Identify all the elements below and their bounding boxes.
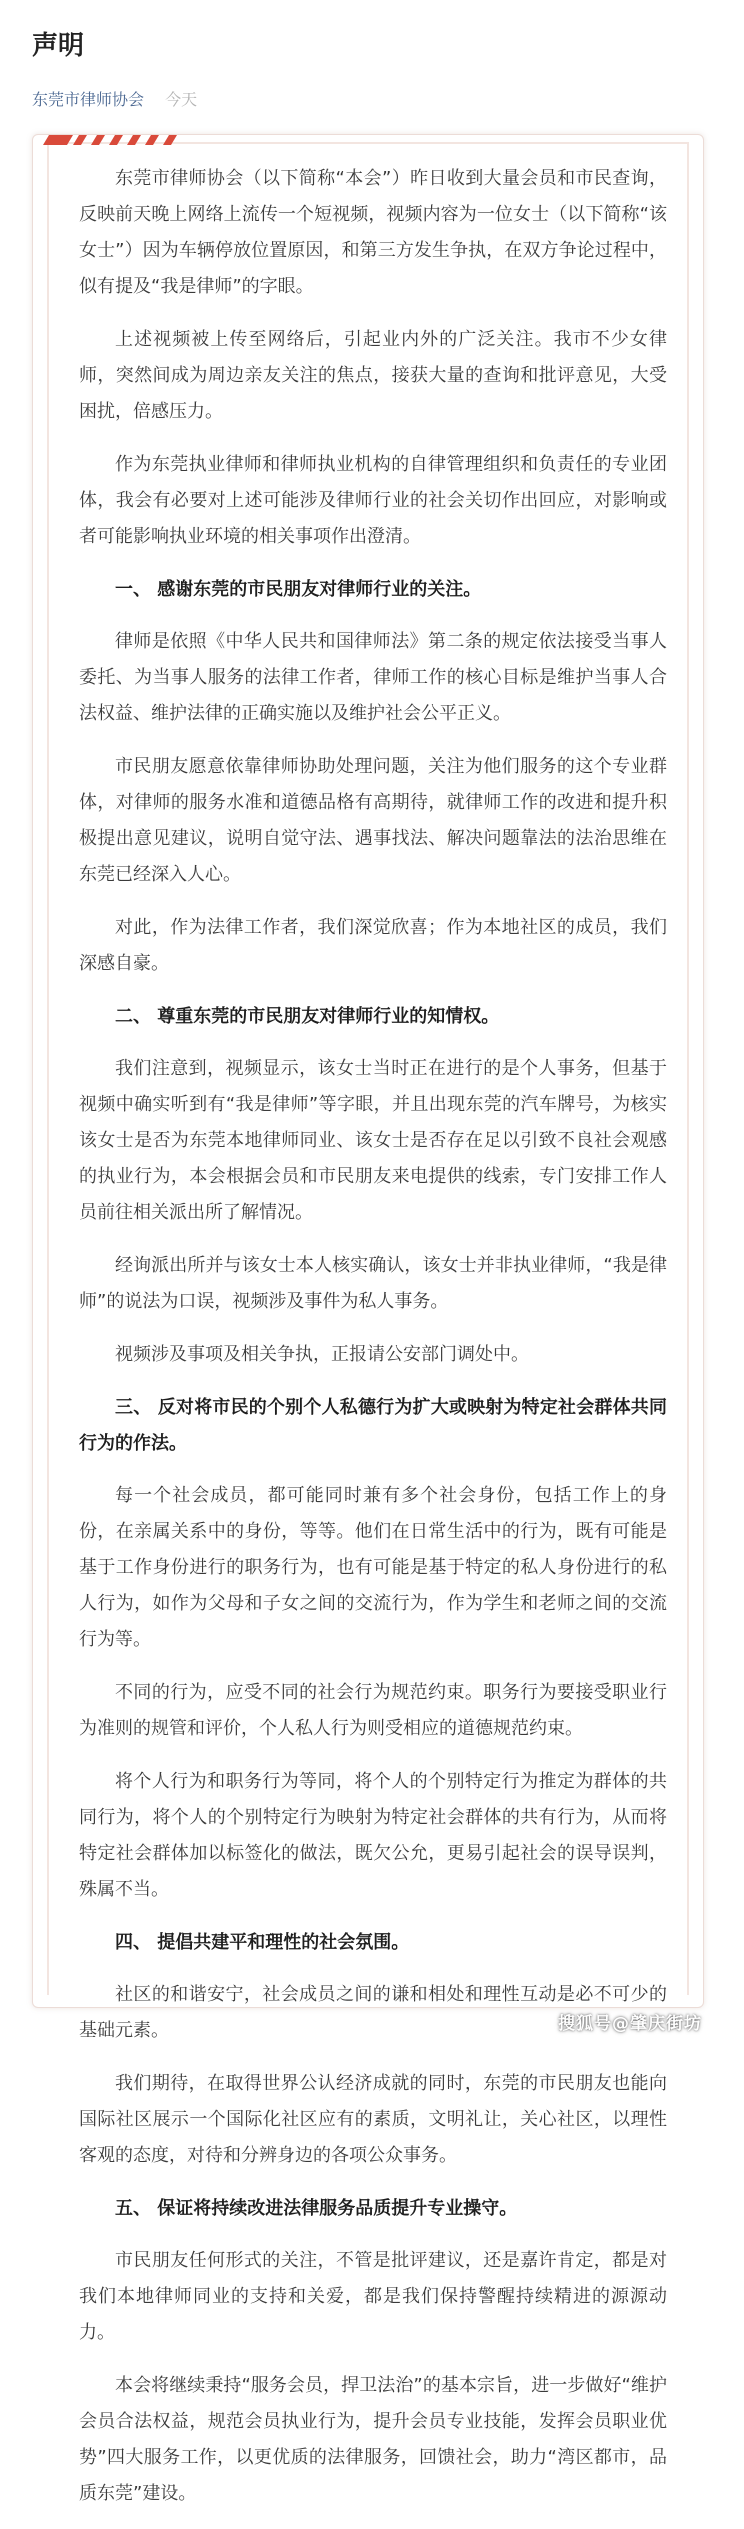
- body-paragraph: 将个人行为和职务行为等同，将个人的个别特定行为推定为群体的共同行为，将个人的个别特定行为映射为特定社会群体的共有行为，从而将特定社会群体加以标签化的做法，既欠公允，更易引起社会的误导误判，殊属不当。: [79, 1771, 667, 1900]
- statement-body: [79, 161, 667, 2529]
- body-paragraph: 我们注意到，视频显示，该女士当时正在进行的是个人事务，但基于视频中确实听到有“我是律师”等字眼，并且出现东莞的汽车牌号，为核实该女士是否为东莞本地律师同业、该女士是否存在足以引致不良社会观感的执业行为，本会根据会员和市民朋友来电提供的线索，专门安排工作人员前往相关派出所了解情况。: [79, 1058, 667, 1223]
- body-paragraph: 本会将继续秉持“服务会员，捍卫法治”的基本宗旨，进一步做好“维护会员合法权益，规范会员执业行为，提升会员专业技能，发挥会员职业优势”四大服务工作，以更优质的法律服务，回馈社会，助力“湾区都市，品质东莞”建设。: [79, 2375, 667, 2504]
- body-paragraph: 每一个社会成员，都可能同时兼有多个社会身份，包括工作上的身份，在亲属关系中的身份，等等。他们在日常生活中的行为，既有可能是基于工作身份进行的职务行为，也有可能是基于特定的私人身份进行的私人行为，如作为父母和子女之间的交流行为，作为学生和老师之间的交流行为等。: [79, 1485, 667, 1650]
- author-link[interactable]: 东莞市律师协会: [32, 90, 145, 109]
- body-paragraph: 律师是依照《中华人民共和国律师法》第二条的规定依法接受当事人委托、为当事人服务的法律工作者，律师工作的核心目标是维护当事人合法权益、维护法律的正确实施以及维护社会公平正义。: [79, 631, 667, 724]
- publish-time: 今天: [165, 90, 198, 109]
- body-paragraph: 我们期待，在取得世界公认经济成就的同时，东莞的市民朋友也能向国际社区展示一个国际化社区应有的素质，文明礼让，关心社区，以理性客观的态度，对待和分辨身边的各项公众事务。: [79, 2073, 667, 2166]
- section-heading: 五、 保证将持续改进法律服务品质提升专业操守。: [115, 2198, 518, 2219]
- article-meta: [32, 90, 197, 110]
- body-paragraph: 对此，作为法律工作者，我们深觉欣喜；作为本地社区的成员，我们深感自豪。: [79, 917, 667, 974]
- decorative-stripes-icon: [43, 135, 183, 145]
- body-paragraph: 不同的行为，应受不同的社会行为规范约束。职务行为要接受职业行为准则的规管和评价，个人私人行为则受相应的道德规范约束。: [79, 1682, 667, 1739]
- body-paragraph: 经询派出所并与该女士本人核实确认，该女士并非执业律师，“我是律师”的说法为口误，视频涉及事件为私人事务。: [79, 1255, 667, 1312]
- body-paragraph: 市民朋友愿意依靠律师协助处理问题，关注为他们服务的这个专业群体，对律师的服务水准和道德品格有高期待，就律师工作的改进和提升积极提出意见建议，说明自觉守法、遇事找法、解决问题靠法的法治思维在东莞已经深入人心。: [79, 756, 667, 885]
- body-paragraph: 视频涉及事项及相关争执，正报请公安部门调处中。: [115, 1344, 529, 1365]
- card-left-border: [47, 142, 49, 1995]
- section-heading: 三、 反对将市民的个别个人私德行为扩大或映射为特定社会群体共同行为的作法。: [79, 1397, 667, 1454]
- body-paragraph: 东莞市律师协会（以下简称“本会”）昨日收到大量会员和市民查询，反映前天晚上网络上流传一个短视频，视频内容为一位女士（以下简称“该女士”）因为车辆停放位置原因，和第三方发生争执，在双方争论过程中，似有提及“我是律师”的字眼。: [79, 168, 667, 297]
- section-heading: 一、 感谢东莞的市民朋友对律师行业的关注。: [115, 579, 482, 600]
- body-paragraph: 作为东莞执业律师和律师执业机构的自律管理组织和负责任的专业团体，我会有必要对上述可能涉及律师行业的社会关切作出回应，对影响或者可能影响执业环境的相关事项作出澄清。: [79, 454, 667, 547]
- body-paragraph: 上述视频被上传至网络后，引起业内外的广泛关注。我市不少女律师，突然间成为周边亲友关注的焦点，接获大量的查询和批评意见，大受困扰，倍感压力。: [79, 329, 667, 422]
- article-title: 声明: [32, 31, 85, 61]
- watermark-text: 搜狐号@肇庆街坊: [558, 2014, 702, 2034]
- body-paragraph: 市民朋友任何形式的关注，不管是批评建议，还是嘉许肯定，都是对我们本地律师同业的支持和关爱，都是我们保持警醒持续精进的源源动力。: [79, 2250, 667, 2343]
- section-heading: 二、 尊重东莞的市民朋友对律师行业的知情权。: [115, 1006, 500, 1027]
- section-heading: 四、 提倡共建平和理性的社会氛围。: [115, 1932, 410, 1953]
- article-header: [32, 30, 197, 110]
- card-right-border: [687, 142, 689, 1995]
- body-paragraph: 社区的和谐安宁，社会成员之间的谦和相处和理性互动是必不可少的基础元素。: [79, 1984, 667, 2041]
